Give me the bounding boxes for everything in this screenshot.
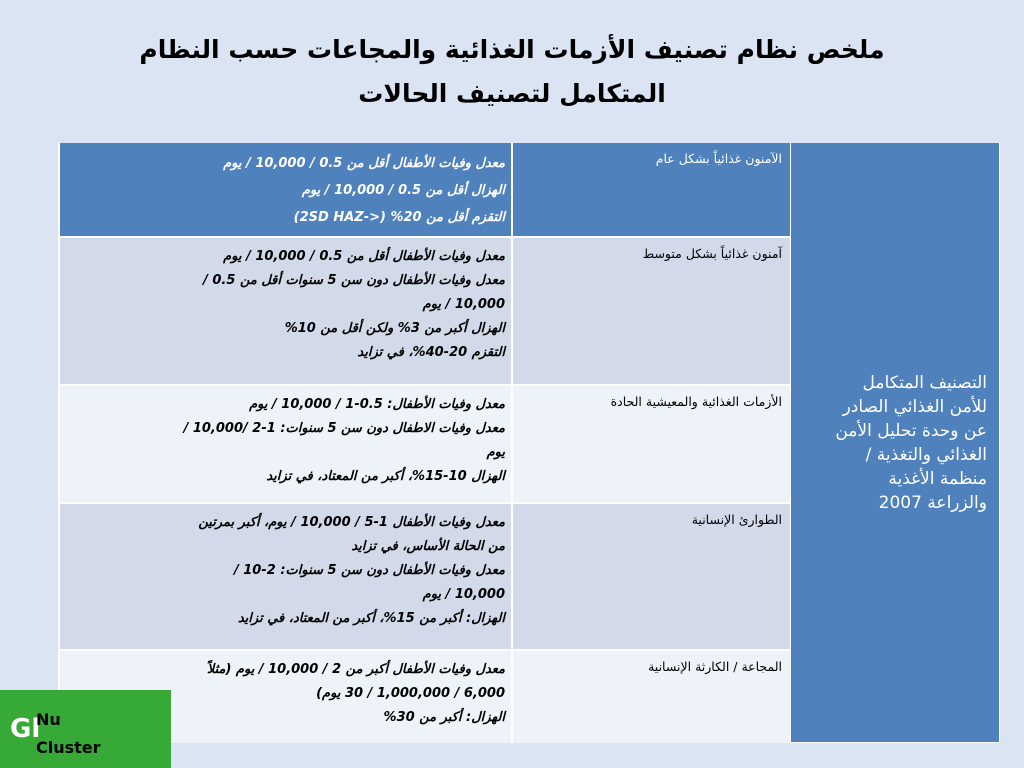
- criteria-line: 10,000 / يوم: [422, 587, 505, 602]
- cluster-logo: [0, 690, 171, 768]
- criteria-line: الهزال 10-15%، أكبر من المعتاد، في تزايد: [266, 469, 505, 484]
- title-line-2: المتكامل لتصنيف الحالات: [358, 79, 666, 108]
- source-line: الغذائي والتغذية /: [865, 444, 987, 465]
- criteria-line: 10,000 / يوم: [422, 297, 505, 312]
- phase-category-cell: آمنون غذائياً بشكل متوسط: [513, 236, 790, 384]
- criteria-line: معدل وفيات الاطفال دون سن 5 سنوات: 1-2 /10,000 /: [183, 421, 505, 436]
- logo-text-line-2: Cluster: [36, 738, 101, 757]
- source-line: والزراعة 2007: [878, 492, 987, 513]
- criteria-line: التقزم أقل من 20% (<-2SD HAZ): [293, 210, 505, 225]
- phase-category-cell: الأزمات الغذائية والمعيشية الحادة: [513, 384, 790, 502]
- phase-category-cell: المجاعة / الكارثة الإنسانية: [513, 649, 790, 743]
- criteria-line: معدل وفيات الأطفال 1-5 / 10,000 / يوم، أكبر بمرتين: [198, 515, 505, 530]
- source-line: للأمن الغذائي الصادر: [842, 396, 987, 417]
- phase-criteria-cell: [58, 384, 513, 502]
- criteria-line: الهزال أقل من 0.5 / 10,000 / يوم: [301, 183, 505, 198]
- phase-category-cell: الطوارئ الإنسانية: [513, 502, 790, 649]
- criteria-line: يوم: [486, 445, 505, 460]
- phase-criteria-cell: [58, 236, 513, 384]
- phase-criteria-cell: [58, 502, 513, 649]
- classification-source-cell: [790, 143, 1000, 743]
- classification-table: [58, 143, 1000, 743]
- criteria-line: معدل وفيات الأطفال أقل من 0.5 / 10,000 / يوم: [223, 156, 505, 171]
- criteria-line: 6,000 / 1,000,000 / 30 يوم): [316, 686, 505, 701]
- criteria-line: التقزم 20-40%، في تزايد: [357, 345, 505, 360]
- criteria-line: معدل وفيات الأطفال أكبر من 2 / 10,000 / يوم (مثلاً: [206, 662, 505, 677]
- criteria-line: الهزال: أكبر من 30%: [383, 710, 505, 725]
- criteria-line: معدل وفيات الأطفال دون سن 5 سنوات أقل من 0.5 /: [203, 273, 505, 288]
- logo-text-line-1: Nu: [36, 710, 61, 729]
- source-line: التصنيف المتكامل: [862, 372, 987, 393]
- criteria-line: معدل وفيات الأطفال أقل من 0.5 / 10,000 / يوم: [223, 249, 505, 264]
- phase-category-cell: الآمنون غذائياً بشكل عام: [513, 143, 790, 236]
- source-line: عن وحدة تحليل الأمن: [835, 420, 987, 441]
- criteria-line: من الحالة الأساس، في تزايد: [351, 539, 505, 554]
- title-line-1: ملخص نظام تصنيف الأزمات الغذائية والمجاعات حسب النظام: [139, 35, 885, 64]
- criteria-line: معدل وفيات الأطفال: 0.5-1 / 10,000 / يوم: [249, 397, 505, 412]
- source-line: منظمة الأغذية: [888, 468, 987, 489]
- phase-criteria-cell: [58, 143, 513, 236]
- slide-title: [40, 28, 984, 116]
- criteria-line: الهزال أكبر من 3% ولكن أقل من 10%: [284, 321, 505, 336]
- logo-letters: Gl: [10, 714, 41, 744]
- criteria-line: الهزال: أكبر من 15%، أكبر من المعتاد، في تزايد: [237, 611, 505, 626]
- criteria-line: معدل وفيات الأطفال دون سن 5 سنوات: 2-10 /: [233, 563, 505, 578]
